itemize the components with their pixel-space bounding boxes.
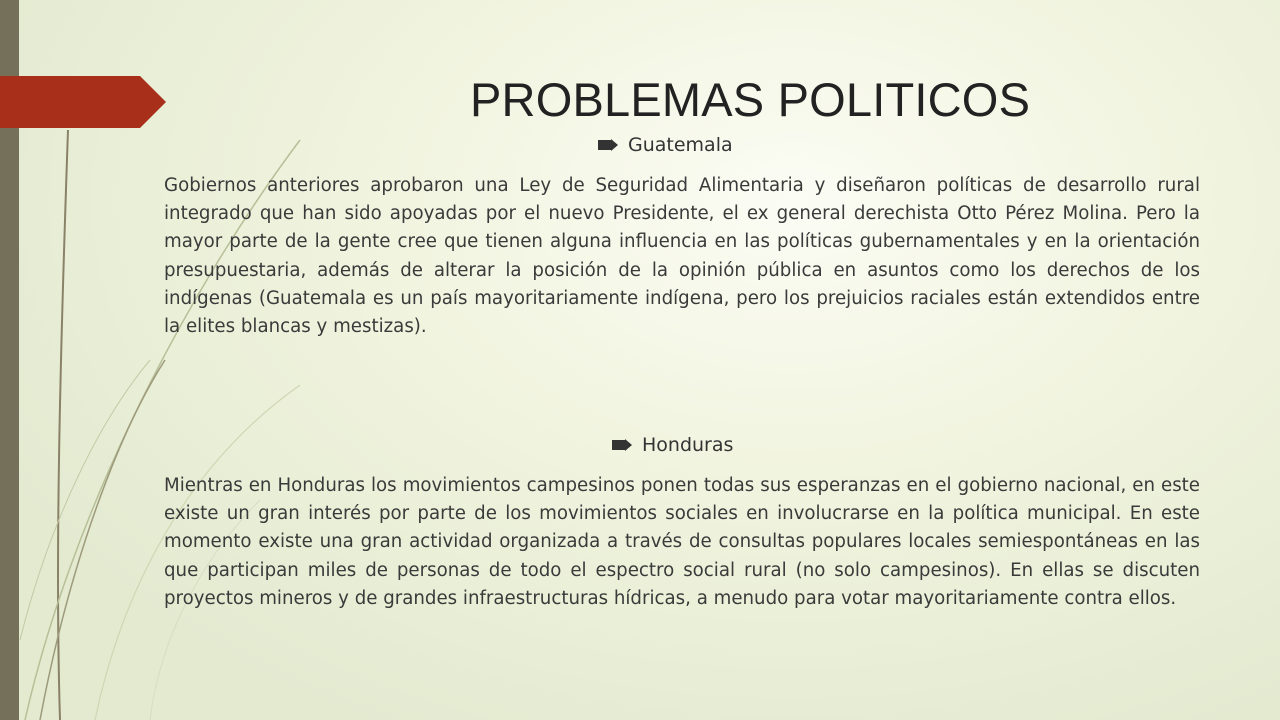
section-body-guatemala: Gobiernos anteriores aprobaron una Ley de Seguridad Alimentaria y diseñaron políticas de desarrollo rural integrado que han sido apoyadas por el nuevo Presidente, el ex general derechista Otto Pérez Molina. Pero la mayor parte de la gente cree que tienen alguna influencia en las políticas gubernamentales y en la orientación presupuestaria, además de alterar la posición de la opinión pública en asuntos como los derechos de los indígenas (Guatemala es un país mayoritariamente indígena, pero los prejuicios raciales están extendidos entre la elites blancas y mestizas). — [164, 175, 1200, 338]
title-accent-tab — [0, 76, 166, 128]
arrow-bullet-icon — [598, 139, 618, 151]
section-body-honduras: Mientras en Honduras los movimientos campesinos ponen todas sus esperanzas en el gobierno nacional, en este existe un gran interés por parte de los movimientos sociales en involucrarse en la política municipal. En este momento existe una gran actividad organizada a través de consultas populares locales semiespontáneas en las que participan miles de personas de todo el espectro social rural (no solo campesinos). En ellas se discuten proyectos mineros y de grandes infraestructuras hídricas, a menudo para votar mayoritariamente contra ellos. — [164, 475, 1200, 609]
section-heading-label: Honduras — [642, 434, 734, 456]
section-heading-label: Guatemala — [628, 134, 733, 156]
section-heading-guatemala — [598, 134, 733, 156]
arrow-bullet-icon — [612, 439, 632, 451]
slide-title: PROBLEMAS POLITICOS — [470, 73, 1031, 126]
section-heading-honduras — [612, 434, 733, 456]
